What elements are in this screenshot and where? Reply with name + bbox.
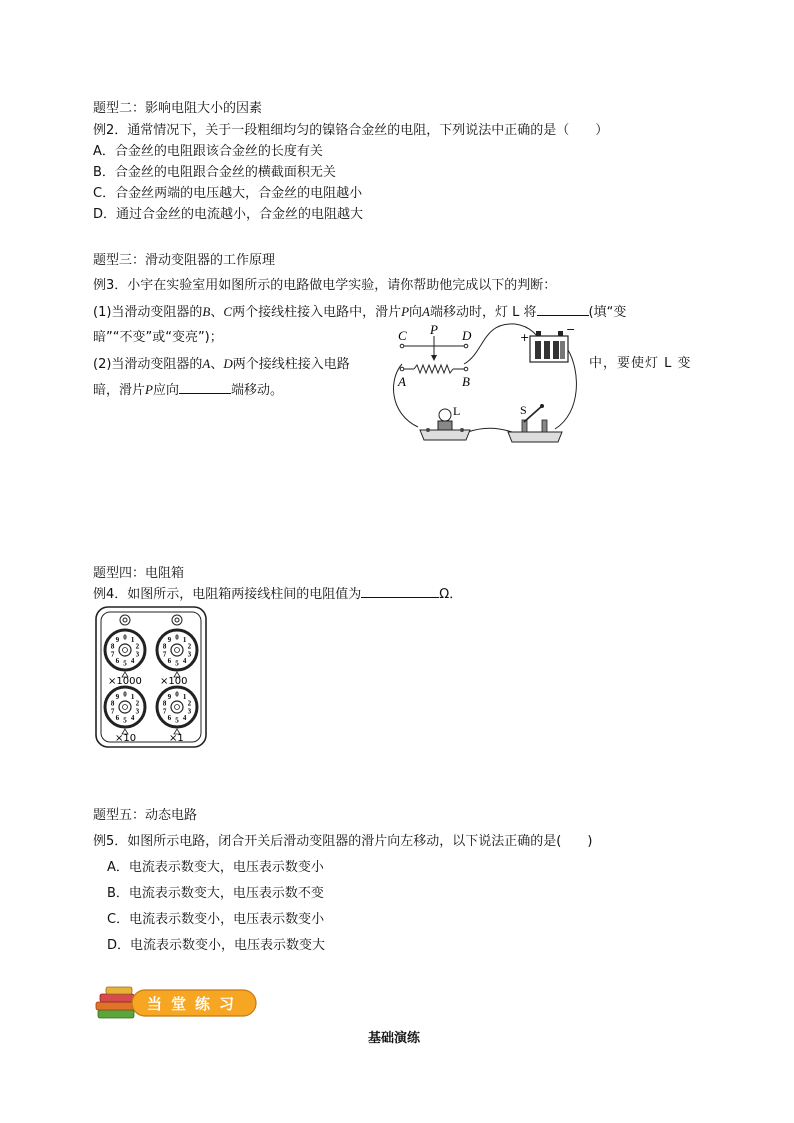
dial-label-x10: ×10 [115, 733, 137, 744]
dial-x1000-digit: 6 [115, 657, 120, 665]
lamp-icon [420, 409, 470, 440]
example2-option-b: B．合金丝的电阻跟合金丝的横截面积无关 [93, 165, 336, 180]
dial-label-x1: ×1 [169, 733, 184, 744]
part2-var-p: P [145, 382, 153, 397]
part2-text-e: 端移动。 [230, 383, 283, 398]
dial-x10-digit: 0 [123, 690, 127, 699]
dial-x1-digit: 8 [162, 699, 167, 708]
dial-x1000-digit: 0 [123, 633, 127, 642]
part2-text-c: 暗，滑片 [93, 383, 146, 398]
dial-x10-digit: 3 [135, 707, 140, 716]
dial-x1-digit: 1 [182, 693, 187, 701]
part1-text-a: (1)当滑动变阻器的 [93, 305, 203, 320]
dial-x100-digit: 4 [182, 657, 187, 665]
dial-x1000-digit: 2 [135, 642, 140, 651]
battery-icon [530, 331, 568, 362]
dial-x1000-digit: 8 [110, 642, 115, 651]
terminal-d [464, 344, 468, 348]
label-a: A [398, 374, 406, 389]
example5-question: 例5．如图所示电路，闭合开关后滑动变阻器的滑片向左移动，以下说法正确的是( ) [93, 834, 593, 849]
switch-icon [508, 404, 562, 442]
part2-text-a: (2)当滑动变阻器的 [93, 357, 203, 372]
dial-x10-digit: 6 [115, 714, 120, 722]
dial-x100-digit: 0 [175, 633, 179, 642]
example4-text: 例4．如图所示，电阻箱两接线柱间的电阻值为 [93, 587, 362, 602]
dial-x100-digit: 7 [162, 650, 167, 659]
dial-x100-digit: 3 [187, 650, 192, 659]
dial-x10-knob [119, 701, 131, 713]
example4-unit: Ω． [439, 587, 463, 602]
dial-x1000-digit: 7 [110, 650, 115, 659]
dial-x1000-digit: 5 [123, 659, 127, 668]
circuit-diagram [390, 322, 590, 450]
battery-plus-label: + [520, 331, 530, 344]
dial-label-x1000: ×1000 [108, 676, 142, 687]
example2-question: 例2．通常情况下，关于一段粗细均匀的镍铬合金丝的电阻，下列说法中正确的是（ ） [93, 123, 609, 138]
dial-x100-digit: 2 [187, 642, 192, 651]
section2-title: 题型二：影响电阻大小的因素 [93, 101, 263, 116]
example5-option-a: A．电流表示数变大，电压表示数变小 [107, 860, 324, 875]
section4-title: 题型四：电阻箱 [93, 566, 185, 581]
subheading-basic-practice: 基础演练 [368, 1031, 421, 1046]
dial-x1-digit: 2 [187, 699, 192, 708]
part1-text-c: 向 [409, 305, 423, 320]
label-lamp: L [453, 404, 461, 418]
label-p: P [430, 322, 438, 337]
dial-x100-digit: 8 [162, 642, 167, 651]
example5-option-d: D．电流表示数变小，电压表示数变大 [107, 938, 326, 953]
dial-x10-digit: 2 [135, 699, 140, 708]
section5-title: 题型五：动态电路 [93, 808, 198, 823]
section3-title: 题型三：滑动变阻器的工作原理 [93, 253, 276, 268]
example3-part1-line1 [93, 305, 626, 319]
books-icon [96, 987, 134, 1018]
example4-question [93, 588, 462, 601]
terminal-b [464, 367, 468, 371]
label-b: B [462, 374, 470, 389]
part1-text-b: 两个接线柱接入电路中，滑片 [232, 305, 402, 320]
example3-part2-line2 [93, 383, 283, 397]
example3-question: 例3．小宇在实验室用如图所示的电路做电学实验，请你帮助他完成以下的判断： [93, 278, 557, 293]
part1-sep: 、 [210, 305, 224, 320]
part1-var-a: A [422, 304, 430, 319]
example3-part1-line2: 暗”“不变”或“变亮”)； [93, 330, 223, 345]
part1-var-p: P [401, 304, 410, 319]
dial-x100-knob [171, 644, 183, 656]
answer-blank-2[interactable] [179, 392, 231, 394]
dial-x10-digit: 8 [110, 699, 115, 708]
part1-text-e: (填“变 [588, 305, 627, 320]
dial-x1000-digit: 1 [130, 636, 135, 644]
part1-text-d: 端移动时，灯 L 将 [430, 305, 537, 320]
dial-x100-digit: 5 [175, 659, 179, 668]
label-c: C [398, 328, 407, 343]
banner-text: 当堂练习 [147, 995, 244, 1013]
dial-x100-digit: 9 [167, 636, 172, 644]
practice-banner [94, 984, 260, 1024]
example3-part2-line1 [93, 357, 350, 371]
dial-x1-digit: 6 [167, 714, 172, 722]
example2-option-d: D．通过合金丝的电流越小，合金丝的电阻越大 [93, 207, 364, 222]
example2-option-c: C．合金丝两端的电压越大，合金丝的电阻越小 [93, 186, 363, 201]
part2-text-d: 应向 [152, 383, 179, 398]
dial-x10-digit: 5 [123, 716, 127, 725]
label-switch: S [520, 403, 527, 417]
terminal-c [400, 344, 404, 348]
part2-sep: 、 [210, 357, 224, 372]
dial-label-x100: ×100 [160, 676, 188, 687]
answer-blank-3[interactable] [361, 596, 439, 598]
example3-part2-line1-cont: 中，要使灯 L 变 [589, 356, 692, 371]
slider-arrow [431, 355, 437, 361]
example5-option-b: B．电流表示数变大，电压表示数不变 [107, 886, 324, 901]
label-d: D [462, 328, 472, 343]
part2-text-b: 两个接线柱接入电路 [232, 357, 350, 372]
part2-var-a: A [202, 356, 211, 371]
battery-minus-label: − [566, 323, 576, 336]
dial-x1-digit: 7 [162, 707, 167, 716]
dial-x10-digit: 7 [110, 707, 115, 716]
resistor-coil [414, 365, 453, 373]
part2-var-d: D [223, 356, 233, 371]
dial-x100-digit: 6 [167, 657, 172, 665]
example5-option-c: C．电流表示数变小，电压表示数变小 [107, 912, 325, 927]
dial-x10-digit: 4 [130, 714, 135, 722]
dial-x1000-digit: 4 [130, 657, 135, 665]
part1-var-b: B [202, 304, 211, 319]
dial-x1-digit: 9 [167, 693, 172, 701]
dial-x1-knob [171, 701, 183, 713]
dial-x10-digit: 1 [130, 693, 135, 701]
wire-lamp-to-switch [468, 428, 512, 432]
dial-x1-digit: 5 [175, 716, 179, 725]
answer-blank-1[interactable] [537, 314, 589, 316]
example2-option-a: A．合金丝的电阻跟该合金丝的长度有关 [93, 144, 323, 159]
dial-x10-digit: 9 [115, 693, 120, 701]
dial-x1-digit: 4 [182, 714, 187, 722]
dial-x100-digit: 1 [182, 636, 187, 644]
part1-var-c: C [223, 304, 233, 319]
dial-x1000-digit: 3 [135, 650, 140, 659]
resistance-box [95, 606, 207, 748]
dial-x1-digit: 0 [175, 690, 179, 699]
dial-x1-digit: 3 [187, 707, 192, 716]
dial-x1000-digit: 9 [115, 636, 120, 644]
dial-x1000-knob [119, 644, 131, 656]
terminal-a [400, 367, 404, 371]
